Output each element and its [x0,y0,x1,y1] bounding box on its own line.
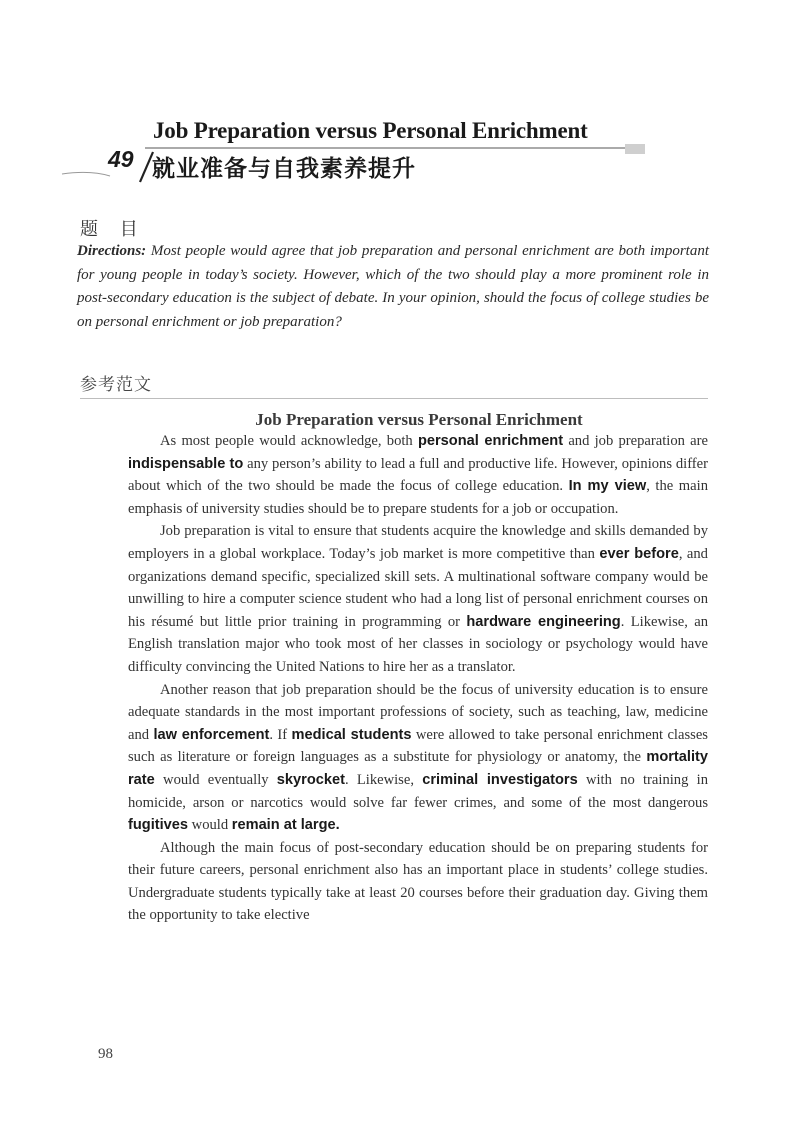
essay-paragraph [128,679,708,837]
key-phrase: indispensable to [128,455,244,472]
page-number: 98 [98,1046,113,1062]
key-phrase: medical students [291,726,412,743]
paragraph-text: Another reason that job preparation should be the focus of university education is to ensure adequate standards in the most important professions of society, such as teaching, law, medicine and [128,681,708,743]
key-phrase: fugitives [128,817,189,834]
ornament-mark [625,144,645,154]
paragraph-text: Job preparation is vital to ensure that students acquire the knowledge and skills demanded by employers in a global workplace. Today’s job market is more competitive than [128,523,708,562]
paragraph-text: , the main emphasis of university studies should be to prepare students for a job or occupation. [128,478,708,517]
key-phrase: In my view [568,478,647,495]
key-phrase: ever before [599,545,679,562]
key-phrase: law enforcement [153,726,270,743]
paragraph-text: . Likewise, an English translation major who took most of her classes in sociology or psychology would have difficulty convincing the United Nations to hire her as a translator. [128,613,708,675]
essay-title: Job Preparation versus Personal Enrichment [255,410,583,429]
paragraph-text: with no training in homicide, arson or narcotics would solve far fewer crimes, and some of the most dangerous [128,771,708,811]
paragraph-text: . Likewise, [344,771,423,788]
directions-label: Directions: [77,243,147,259]
paragraph-text: and job preparation are [563,433,708,449]
key-phrase: mortality rate [128,749,708,788]
directions-block [77,240,709,334]
key-phrase: remain at large. [231,817,340,834]
paragraph-text: Although the main focus of post-secondary education should be on preparing students for their future careers, personal enrichment also has an important place in students’ college studies. Undergraduate students typically take at least 20 courses before their graduation day. Giving them the opportunity to take elective [128,839,708,924]
paragraph-text: . If [269,726,292,743]
title-chinese: 就业准备与自我素养提升 [152,156,416,182]
sample-heading: 参考范文 [80,375,152,395]
title-english: Job Preparation versus Personal Enrichment [153,118,588,143]
paragraph-text: any person’s ability to lead a full and productive life. However, opinions differ about which of the two should be made the focus of college education. [128,455,708,495]
essay-paragraph [128,430,708,520]
directions-text: Most people would agree that job preparation and personal enrichment are both important for young people in today’s society. However, which of the two should play a more prominent role in post-secondary education is the subject of debate. In your opinion, should the focus of college studies be on personal enrichment or job preparation? [77,243,710,330]
essay-paragraph [128,837,708,927]
section-divider [80,398,708,399]
key-phrase: hardware engineering [466,613,621,630]
key-phrase: criminal investigators [422,771,578,788]
prompt-heading: 题 目 [80,219,146,240]
paragraph-text: , and organizations demand specific, specialized skill sets. A multinational software company would be unwilling to hire a computer science student who had a long list of personal enrichment courses on his résumé but little prior training in programming or [128,545,708,630]
essay-paragraph [128,520,708,678]
paragraph-text: would eventually [154,771,277,788]
essay-body [128,430,708,927]
paragraph-text: As most people would acknowledge, both [160,433,418,449]
key-phrase: skyrocket [276,771,345,788]
paragraph-text: would [188,817,232,834]
key-phrase: personal enrichment [417,433,564,449]
chapter-number: 49 [108,146,134,172]
paragraph-text: were allowed to take personal enrichment classes such as literature or foreign languages as a substitute for physiology or anatomy, the [128,726,708,766]
